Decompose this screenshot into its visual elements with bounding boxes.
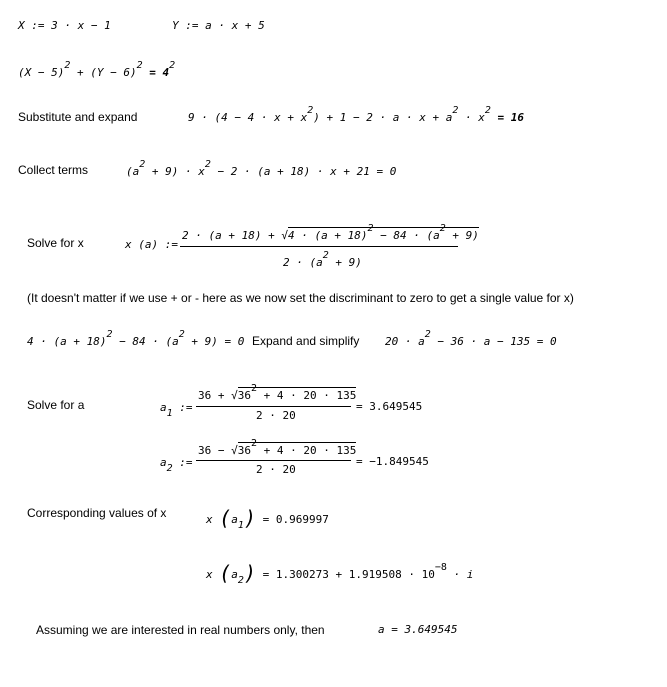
a2-denominator: 2 · 20 [256, 463, 296, 476]
expanded-equation: 9 · (4 − 4 · x + x2) + 1 − 2 · a · x + a2 · x2 = 16 [188, 105, 525, 124]
a1-lhs: a1 := [160, 401, 193, 419]
x-of-a-fraction-bar [180, 246, 458, 247]
a1-numerator: 36 + √362 + 4 · 20 · 135 [198, 383, 357, 402]
a2-result: = −1.849545 [356, 455, 429, 468]
final-result: a = 3.649545 [378, 623, 458, 636]
a1-denominator: 2 · 20 [256, 409, 296, 422]
x-of-a1: x (a1) = 0.969997 [206, 506, 329, 531]
x-of-a-denominator: 2 · (a2 + 9) [283, 250, 362, 269]
x-of-a-numerator: 2 · (a + 18) + √4 · (a + 18)2 − 84 · (a2 + 9) [182, 223, 479, 242]
solve-a-label: Solve for a [27, 398, 85, 412]
substitute-label: Substitute and expand [18, 110, 138, 124]
a2-lhs: a2 := [160, 456, 193, 474]
corresponding-label: Corresponding values of x [27, 506, 167, 520]
discriminant-note: (It doesn't matter if we use + or - here as we now set the discriminant to zero to get a single value for x) [27, 291, 574, 305]
x-of-a2: x (a2) = 1.300273 + 1.919508 · 10−8 · i [206, 561, 474, 586]
solve-x-label: Solve for x [27, 236, 84, 250]
a2-numerator: 36 − √362 + 4 · 20 · 135 [198, 438, 357, 457]
simplified-equation: 20 · a2 − 36 · a − 135 = 0 [385, 329, 557, 348]
discriminant-equation: 4 · (a + 18)2 − 84 · (a2 + 9) = 0 [27, 329, 245, 348]
x-definition: X := 3 · x − 1 [18, 19, 111, 32]
x-of-a-lhs: x (a) := [125, 238, 178, 251]
y-definition: Y := a · x + 5 [172, 19, 265, 32]
collected-equation: (a2 + 9) · x2 − 2 · (a + 18) · x + 21 = 0 [126, 159, 397, 178]
a1-fraction-bar [196, 406, 351, 407]
collect-label: Collect terms [18, 163, 89, 177]
expand-simplify-label: Expand and simplify [252, 334, 360, 348]
a2-fraction-bar [196, 460, 351, 461]
assuming-label: Assuming we are interested in real numbers only, then [36, 623, 325, 637]
circle-equation: (X − 5)2 + (Y − 6)2 = 42 [18, 60, 176, 79]
a1-result: = 3.649545 [356, 400, 423, 413]
